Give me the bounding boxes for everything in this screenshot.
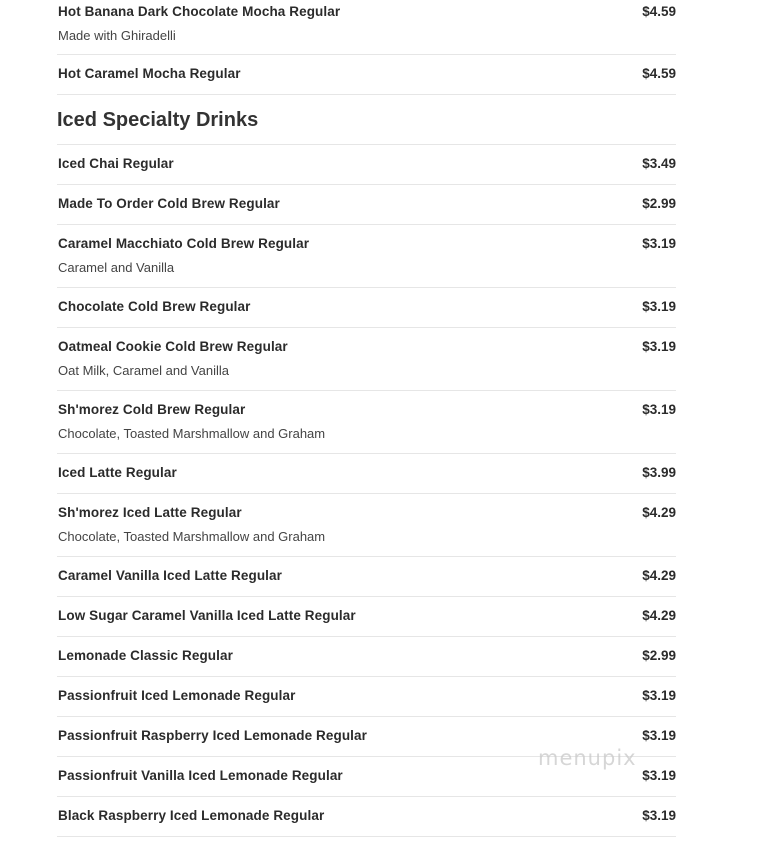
item-description: Chocolate, Toasted Marshmallow and Graham bbox=[58, 426, 326, 441]
item-name: Caramel Macchiato Cold Brew Regular bbox=[58, 236, 310, 251]
item-description: Made with Ghiradelli bbox=[58, 28, 176, 43]
menu-item bbox=[57, 55, 676, 95]
item-price: $3.19 bbox=[642, 728, 676, 743]
item-price: $4.59 bbox=[642, 66, 676, 81]
item-price: $3.19 bbox=[642, 339, 676, 354]
menu-item bbox=[57, 494, 676, 557]
item-price: $3.19 bbox=[642, 808, 676, 823]
item-price: $3.99 bbox=[642, 465, 676, 480]
section-title: Iced Specialty Drinks bbox=[57, 109, 259, 131]
item-name: Passionfruit Raspberry Iced Lemonade Regular bbox=[58, 728, 367, 743]
menu-item bbox=[57, 145, 676, 185]
item-price: $4.29 bbox=[642, 568, 676, 583]
item-price: $3.19 bbox=[642, 236, 676, 251]
item-name: Sh'morez Iced Latte Regular bbox=[58, 505, 242, 520]
item-price: $3.19 bbox=[642, 688, 676, 703]
item-name: Chocolate Cold Brew Regular bbox=[58, 299, 251, 314]
item-price: $3.19 bbox=[642, 768, 676, 783]
item-name: Passionfruit Vanilla Iced Lemonade Regular bbox=[58, 768, 343, 783]
item-price: $2.99 bbox=[642, 648, 676, 663]
item-price: $2.99 bbox=[642, 196, 676, 211]
item-price: $4.29 bbox=[642, 608, 676, 623]
item-name: Hot Banana Dark Chocolate Mocha Regular bbox=[58, 4, 341, 19]
item-price: $3.19 bbox=[642, 299, 676, 314]
menu-item bbox=[57, 225, 676, 288]
item-name: Black Raspberry Iced Lemonade Regular bbox=[58, 808, 325, 823]
menu-item bbox=[57, 797, 676, 837]
item-description: Oat Milk, Caramel and Vanilla bbox=[58, 363, 229, 378]
menu-item bbox=[57, 597, 676, 637]
menu-item bbox=[57, 185, 676, 225]
item-name: Lemonade Classic Regular bbox=[58, 648, 233, 663]
item-price: $4.29 bbox=[642, 505, 676, 520]
item-name: Sh'morez Cold Brew Regular bbox=[58, 402, 246, 417]
item-name: Iced Latte Regular bbox=[58, 465, 177, 480]
item-price: $3.19 bbox=[642, 402, 676, 417]
item-name: Caramel Vanilla Iced Latte Regular bbox=[58, 568, 282, 583]
menu-item bbox=[57, 637, 676, 677]
item-name: Low Sugar Caramel Vanilla Iced Latte Regular bbox=[58, 608, 356, 623]
item-name: Made To Order Cold Brew Regular bbox=[58, 196, 280, 211]
section-heading bbox=[57, 95, 676, 145]
item-description: Chocolate, Toasted Marshmallow and Graham bbox=[58, 529, 326, 544]
menu-item bbox=[57, 328, 676, 391]
menu-item bbox=[57, 677, 676, 717]
menu-item bbox=[57, 391, 676, 454]
item-name: Passionfruit Iced Lemonade Regular bbox=[58, 688, 296, 703]
menu-item bbox=[57, 288, 676, 328]
watermark-logo: menupix bbox=[538, 746, 637, 770]
menu-item bbox=[57, 557, 676, 597]
item-name: Iced Chai Regular bbox=[58, 156, 174, 171]
menu-item bbox=[57, 0, 676, 55]
item-name: Oatmeal Cookie Cold Brew Regular bbox=[58, 339, 288, 354]
item-price: $3.49 bbox=[642, 156, 676, 171]
menu-list bbox=[57, 0, 676, 837]
menu-item bbox=[57, 454, 676, 494]
item-description: Caramel and Vanilla bbox=[58, 260, 175, 275]
item-name: Hot Caramel Mocha Regular bbox=[58, 66, 241, 81]
item-price: $4.59 bbox=[642, 4, 676, 19]
